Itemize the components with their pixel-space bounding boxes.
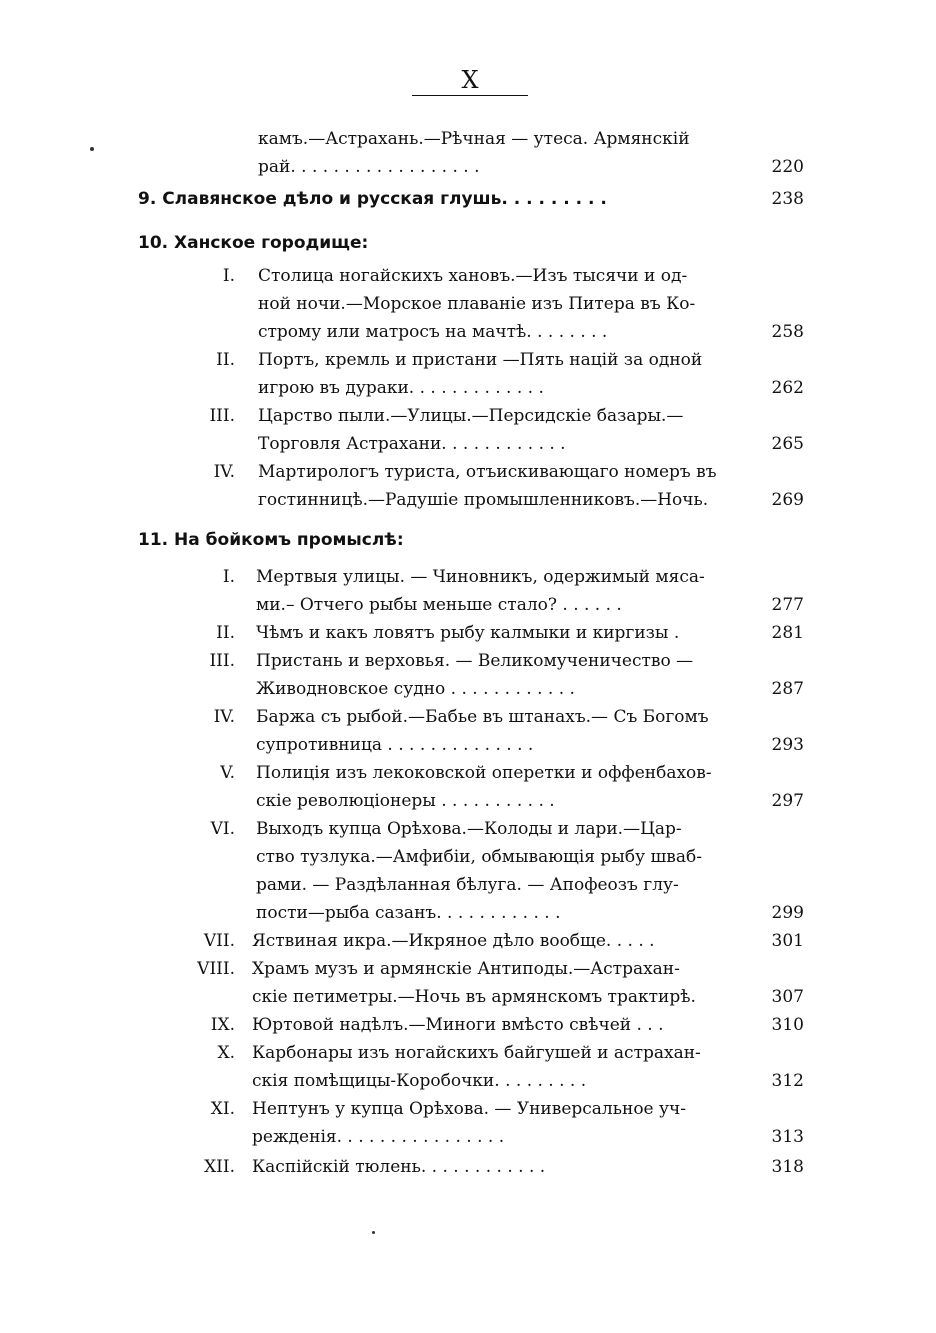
entry-page: 258 [771,322,804,342]
entry-line: Пристань и верховья. — Великомученичество — [256,651,694,671]
entry-page: 310 [771,1015,804,1035]
entry-line: скіе революціонеры . . . . . . . . . . . [256,791,555,811]
chapter-title: 9. Славянское дѣло и русская глушь. . . . . . . . . [138,189,607,209]
entry-page: 307 [771,987,804,1007]
entry-line: Нептунъ у купца Орѣхова. — Универсальное уч- [252,1099,687,1119]
entry-line: Полиція изъ лекоковской оперетки и оффенбахов- [256,763,712,783]
entry-line: ми.– Отчего рыбы меньше стало? . . . . . . [256,595,622,615]
chapter-title: 11. На бойкомъ промыслѣ: [138,530,404,550]
ink-speck [90,147,94,151]
entry-line: Торговля Астрахани. . . . . . . . . . . . [258,434,566,454]
entry-page: 238 [771,189,804,209]
page-number-rule [412,95,528,96]
entry-page: 318 [771,1157,804,1177]
section-numeral: X. [217,1043,235,1063]
section-numeral: III. [209,406,235,426]
entry-page: 313 [771,1127,804,1147]
chapter-title: 10. Ханское городище: [138,233,369,253]
section-numeral: IX. [210,1015,235,1035]
page-number: X [461,66,479,94]
entry-line: скія помѣщицы-Коробочки. . . . . . . . . [252,1071,587,1091]
entry-line: Каспійскій тюлень. . . . . . . . . . . . [252,1157,546,1177]
entry-line: пости—рыба сазанъ. . . . . . . . . . . . [256,903,561,923]
section-numeral: IV. [213,462,235,482]
section-numeral: XI. [210,1099,235,1119]
entry-line: Чѣмъ и какъ ловятъ рыбу калмыки и киргизы . [256,623,680,643]
section-numeral: III. [209,651,235,671]
section-numeral: VI. [210,819,235,839]
entry-page: 299 [771,903,804,923]
entry-line: Мартирологъ туриста, отъискивающаго номеръ въ [258,462,717,482]
section-numeral: I. [222,266,235,286]
section-numeral: VII. [203,931,235,951]
entry-page: 269 [771,490,804,510]
section-numeral: VIII. [197,959,235,979]
section-numeral: II. [216,623,235,643]
entry-line: рами. — Раздѣланная бѣлуга. — Апофеозъ глу- [256,875,679,895]
section-numeral: I. [222,567,235,587]
entry-line: режденія. . . . . . . . . . . . . . . . [252,1127,505,1147]
entry-line: камъ.—Астрахань.—Рѣчная — утеса. Армянскій [258,129,690,149]
entry-page: 297 [771,791,804,811]
entry-page: 220 [771,157,804,177]
entry-line: Живодновское судно . . . . . . . . . . . . [256,679,575,699]
entry-line: строму или матросъ на мачтѣ. . . . . . . . [258,322,608,342]
entry-line: Храмъ музъ и армянскіе Антиподы.—Астрахан- [252,959,680,979]
entry-line: рай. . . . . . . . . . . . . . . . . . [258,157,480,177]
entry-line: скіе петиметры.—Ночь въ армянскомъ трактирѣ. [252,987,696,1007]
entry-page: 262 [771,378,804,398]
entry-line: Портъ, кремль и пристани —Пять націй за одной [258,350,703,370]
ink-speck [372,1231,375,1234]
entry-line: Карбонары изъ ногайскихъ байгушей и астрахан- [252,1043,701,1063]
entry-line: Яствиная икра.—Икряное дѣло вообще. . . . . [252,931,655,951]
section-numeral: II. [216,350,235,370]
entry-line: Мертвыя улицы. — Чиновникъ, одержимый мяса- [256,567,705,587]
section-numeral: XII. [204,1157,235,1177]
entry-line: игрою въ дураки. . . . . . . . . . . . . [258,378,544,398]
entry-line: Юртовой надѣлъ.—Миноги вмѣсто свѣчей . . . [252,1015,664,1035]
section-numeral: IV. [213,707,235,727]
entry-page: 265 [771,434,804,454]
entry-page: 287 [771,679,804,699]
entry-page: 277 [771,595,804,615]
entry-line: Выходъ купца Орѣхова.—Колоды и лари.—Цар- [256,819,682,839]
entry-line: Баржа съ рыбой.—Бабье въ штанахъ.— Съ Богомъ [256,707,709,727]
entry-line: Царство пыли.—Улицы.—Персидскіе базары.— [258,406,684,426]
entry-line: ной ночи.—Морское плаваніе изъ Питера въ Ко- [258,294,696,314]
entry-page: 293 [771,735,804,755]
entry-line: ство тузлука.—Амфибіи, обмывающія рыбу шваб- [256,847,702,867]
entry-page: 312 [771,1071,804,1091]
entry-page: 281 [771,623,804,643]
section-numeral: V. [220,763,235,783]
entry-line: гостинницѣ.—Радушіе промышленниковъ.—Ночь. [258,490,709,510]
entry-line: супротивница . . . . . . . . . . . . . . [256,735,534,755]
entry-line: Столица ногайскихъ хановъ.—Изъ тысячи и од- [258,266,688,286]
entry-page: 301 [771,931,804,951]
